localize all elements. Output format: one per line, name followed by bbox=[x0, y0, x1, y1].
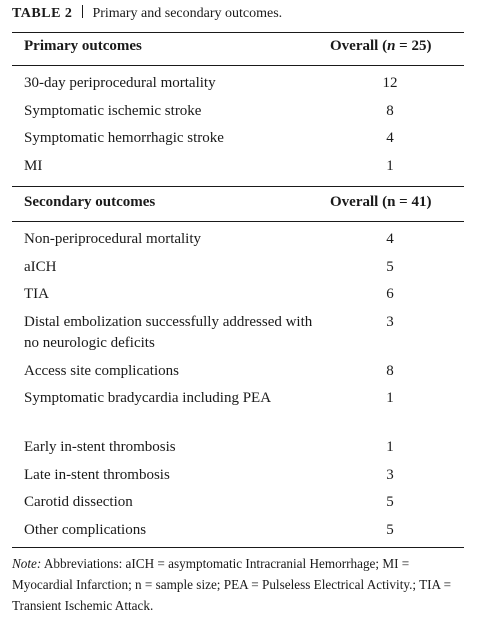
secondary-row-label: Non-periprocedural mortality bbox=[24, 231, 202, 247]
table-label: TABLE 2 bbox=[12, 6, 73, 21]
secondary-row-label: aICH bbox=[24, 259, 57, 275]
secondary-row-value: 6 bbox=[386, 286, 394, 302]
note-title: Note: bbox=[12, 556, 42, 571]
secondary-row-label: Carotid dissection bbox=[24, 494, 133, 510]
rule-secondary-header bbox=[12, 221, 464, 222]
rule-section-divider bbox=[12, 186, 464, 187]
secondary-row-value: 5 bbox=[386, 259, 394, 275]
primary-header-overall-n: n bbox=[387, 38, 396, 54]
secondary-row-label: Access site complications bbox=[24, 363, 179, 379]
primary-row-label: Symptomatic hemorrhagic stroke bbox=[24, 130, 224, 146]
secondary-row-value: 3 bbox=[386, 314, 394, 330]
secondary-row-value: 8 bbox=[386, 363, 394, 379]
secondary-row-label: Late in-stent thrombosis bbox=[24, 467, 170, 483]
secondary-row-label: TIA bbox=[24, 286, 49, 302]
secondary-row-value: 5 bbox=[386, 494, 394, 510]
primary-header-overall bbox=[330, 38, 431, 55]
primary-row-label: 30-day periprocedural mortality bbox=[24, 75, 216, 91]
note-text: Abbreviations: aICH = asymptomatic Intracranial Hemorrhage; MI = Myocardial Infarction; n = sample size; PEA = Pulseless Electrical Activity.; TIA = Transient Ischemic Attack. bbox=[12, 556, 452, 613]
secondary-row-label: Distal embolization successfully addressed with no neurologic deficits bbox=[24, 314, 313, 351]
rule-bottom bbox=[12, 547, 464, 548]
secondary-row-label: Symptomatic bradycardia including PEA bbox=[24, 390, 272, 406]
primary-header-overall-suffix: = 25) bbox=[395, 38, 432, 54]
secondary-row-value: 3 bbox=[386, 467, 394, 483]
table-title: Primary and secondary outcomes. bbox=[92, 6, 283, 21]
secondary-header-label: Secondary outcomes bbox=[24, 194, 156, 210]
secondary-row-value: 4 bbox=[386, 231, 394, 247]
rule-top bbox=[12, 32, 464, 33]
primary-row-value: 1 bbox=[386, 158, 394, 174]
secondary-row-value: 1 bbox=[386, 390, 394, 406]
table-caption bbox=[12, 5, 282, 22]
secondary-row-value: 1 bbox=[386, 439, 394, 455]
primary-row-value: 12 bbox=[382, 75, 398, 91]
secondary-row-label: Other complications bbox=[24, 522, 147, 538]
primary-row-label: MI bbox=[24, 158, 43, 174]
primary-row-value: 4 bbox=[386, 130, 394, 146]
primary-header-overall-prefix: Overall ( bbox=[330, 38, 388, 54]
secondary-row-label: Early in-stent thrombosis bbox=[24, 439, 176, 455]
rule-primary-header bbox=[12, 65, 464, 66]
caption-divider bbox=[82, 5, 83, 18]
secondary-row-value: 5 bbox=[386, 522, 394, 538]
secondary-header-overall: Overall (n = 41) bbox=[330, 194, 432, 210]
primary-row-label: Symptomatic ischemic stroke bbox=[24, 103, 202, 119]
table-note bbox=[12, 553, 468, 616]
primary-header-label: Primary outcomes bbox=[24, 38, 142, 54]
primary-row-value: 8 bbox=[386, 103, 394, 119]
